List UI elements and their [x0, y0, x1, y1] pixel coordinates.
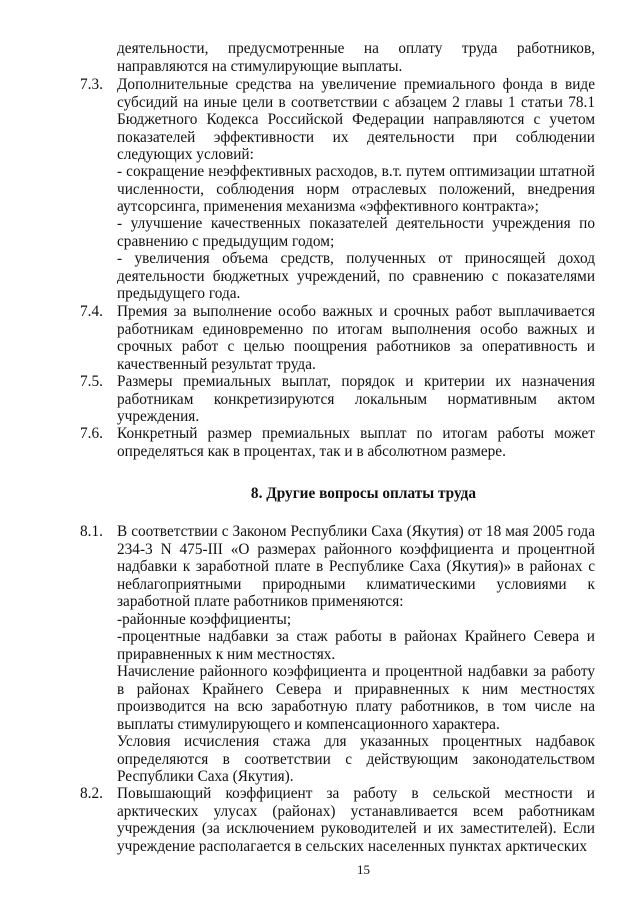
clause-number-8-1: 8.1.	[80, 523, 103, 540]
clause-number-7-6: 7.6.	[80, 425, 103, 442]
clause-7-5-text: Размеры премиальных выплат, порядок и критерии их назначения работникам конкретизируются локальным нормативным актом учреждения.	[117, 373, 595, 426]
clause-8-1-text: В соответствии с Законом Республики Саха (Якутия) от 18 мая 2005 года 234-3 N 475-III «О размерах районного коэффициента и процентной надбавки к заработной плате в Республике Саха (Якутия)» в районах с неблагоприятными природными климатическими условиями к заработной плате работников применяются:	[117, 523, 595, 611]
clause-number-7-4: 7.4.	[80, 303, 103, 320]
clause-8-1-para-2: Начисление районного коэффициента и процентной надбавки за работу в районах Крайнего Севера и приравненных к ним местностях производится на всю заработную плату работников, в том числе на выплаты стимулирующего и компенсационного характера.	[117, 663, 595, 733]
intro-paragraph: деятельности, предусмотренные на оплату труда работников, направляются на стимулирующие выплаты.	[117, 40, 595, 75]
clause-7-6-text: Конкретный размер премиальных выплат по итогам работы может определяться как в процентах, так и в абсолютном размере.	[117, 425, 595, 460]
clause-7-3-item-1: - сокращение неэффективных расходов, в.т. путем оптимизации штатной численности, соблюдения норм отраслевых положений, внедрения аутсорсинга, применения механизма «эффективного контракта»;	[117, 163, 595, 216]
clause-number-7-5: 7.5.	[80, 373, 103, 390]
clause-8-1-item-1: -районные коэффициенты;	[117, 611, 292, 628]
clause-7-3-item-2: - улучшение качественных показателей деятельности учреждения по сравнению с предыдущим годом;	[117, 215, 595, 250]
clause-7-4-text: Премия за выполнение особо важных и срочных работ выплачивается работникам единовременно по итогам выполнения особо важных и срочных работ с целью поощрения работников за оперативность и качественный результат труда.	[117, 303, 595, 373]
clause-7-3-text: Дополнительные средства на увеличение премиального фонда в виде субсидий на иные цели в соответствии с абзацем 2 главы 1 статьи 78.1 Бюджетного Кодекса Российской Федерации направляются с учетом показателей эффективности их деятельности при соблюдении следующих условий:	[117, 76, 595, 164]
clause-8-2-text: Повышающий коэффициент за работу в сельской местности и арктических улусах (районах) устанавливается всем работникам учреждения (за исключением руководителей и их заместителей). Если учреждение располагается в сельских населенных пунктах арктических	[117, 785, 595, 855]
clause-8-1-para-3: Условия исчисления стажа для указанных процентных надбавок определяются в соответствии с действующим законодательством Республики Саха (Якутия).	[117, 733, 595, 786]
clause-number-8-2: 8.2.	[80, 785, 103, 802]
section-8-heading: 8. Другие вопросы оплаты труда	[250, 485, 477, 502]
clause-number-7-3: 7.3.	[80, 76, 103, 93]
clause-7-3-item-3: - увеличения объема средств, полученных от приносящей доход деятельности бюджетных учреждений, по сравнению с показателями предыдущего года.	[117, 250, 595, 303]
clause-8-1-item-2: -процентные надбавки за стаж работы в районах Крайнего Севера и приравненных к ним местностях.	[117, 628, 595, 663]
page-number: 15	[357, 862, 370, 877]
